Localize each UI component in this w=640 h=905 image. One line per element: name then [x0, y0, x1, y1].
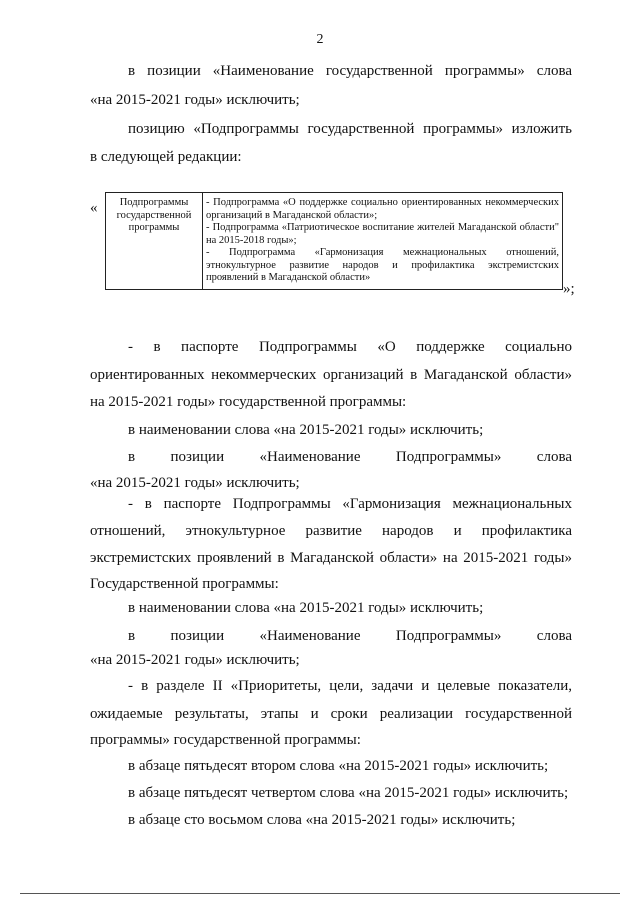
paragraph-line: «на 2015-2021 годы» исключить;	[90, 92, 300, 108]
paragraph-line: Государственной программы:	[90, 576, 279, 592]
open-quote: «	[90, 200, 98, 216]
paragraph-line: в абзаце пятьдесят втором слова «на 2015-2021 годы» исключить;	[128, 758, 549, 774]
table-row	[106, 193, 563, 290]
subprogram-item: - Подпрограмма «Гармонизация межнациональных отношений, этнокультурное развитие народов и профилактика экстремистских проявлений в Магаданской области»	[206, 247, 559, 283]
paragraph-line: программы» государственной программы:	[90, 732, 361, 748]
paragraph-line: в позиции «Наименование Подпрограммы» слова	[128, 628, 572, 644]
table-cell-heading: Подпрограммы государственной программы	[106, 193, 203, 290]
paragraph-line: позицию «Подпрограммы государственной программы» изложить	[128, 121, 572, 137]
paragraph-line: ориентированных некоммерческих организаций в Магаданской области»	[90, 367, 572, 383]
paragraph-line: в абзаце сто восьмом слова «на 2015-2021 годы» исключить;	[128, 812, 516, 828]
paragraph-line: в наименовании слова «на 2015-2021 годы» исключить;	[128, 600, 484, 616]
subprograms-table	[105, 192, 563, 290]
paragraph-line: в следующей редакции:	[90, 149, 242, 165]
paragraph-line: - в паспорте Подпрограммы «Гармонизация межнациональных	[128, 496, 572, 512]
paragraph-line: - в разделе II «Приоритеты, цели, задачи и целевые показатели,	[128, 678, 572, 694]
close-quote: »;	[563, 281, 575, 297]
paragraph-line: «на 2015-2021 годы» исключить;	[90, 475, 300, 491]
paragraph-line: в позиции «Наименование Подпрограммы» слова	[128, 449, 572, 465]
paragraph-line: в позиции «Наименование государственной программы» слова	[128, 63, 572, 79]
table-cell-items	[203, 193, 563, 290]
page-number: 2	[316, 32, 324, 47]
footer-divider	[20, 893, 620, 894]
paragraph-line: отношений, этнокультурное развитие народов и профилактика	[90, 523, 572, 539]
paragraph-line: - в паспорте Подпрограммы «О поддержке социально	[128, 339, 572, 355]
subprogram-item: - Подпрограмма «О поддержке социально ориентированных некоммерческих организаций в Магаданской области»;	[206, 197, 559, 221]
paragraph-line: в абзаце пятьдесят четвертом слова «на 2015-2021 годы» исключить;	[128, 785, 569, 801]
subprogram-item: - Подпрограмма «Патриотическое воспитание жителей Магаданской области" на 2015-2018 годы»;	[206, 222, 559, 246]
paragraph-line: ожидаемые результаты, этапы и сроки реализации государственной	[90, 706, 572, 722]
paragraph-line: в наименовании слова «на 2015-2021 годы» исключить;	[128, 422, 484, 438]
paragraph-line: на 2015-2021 годы» государственной программы:	[90, 394, 407, 410]
paragraph-line: «на 2015-2021 годы» исключить;	[90, 652, 300, 668]
paragraph-line: экстремистских проявлений в Магаданской области» на 2015-2021 годы»	[90, 550, 572, 566]
